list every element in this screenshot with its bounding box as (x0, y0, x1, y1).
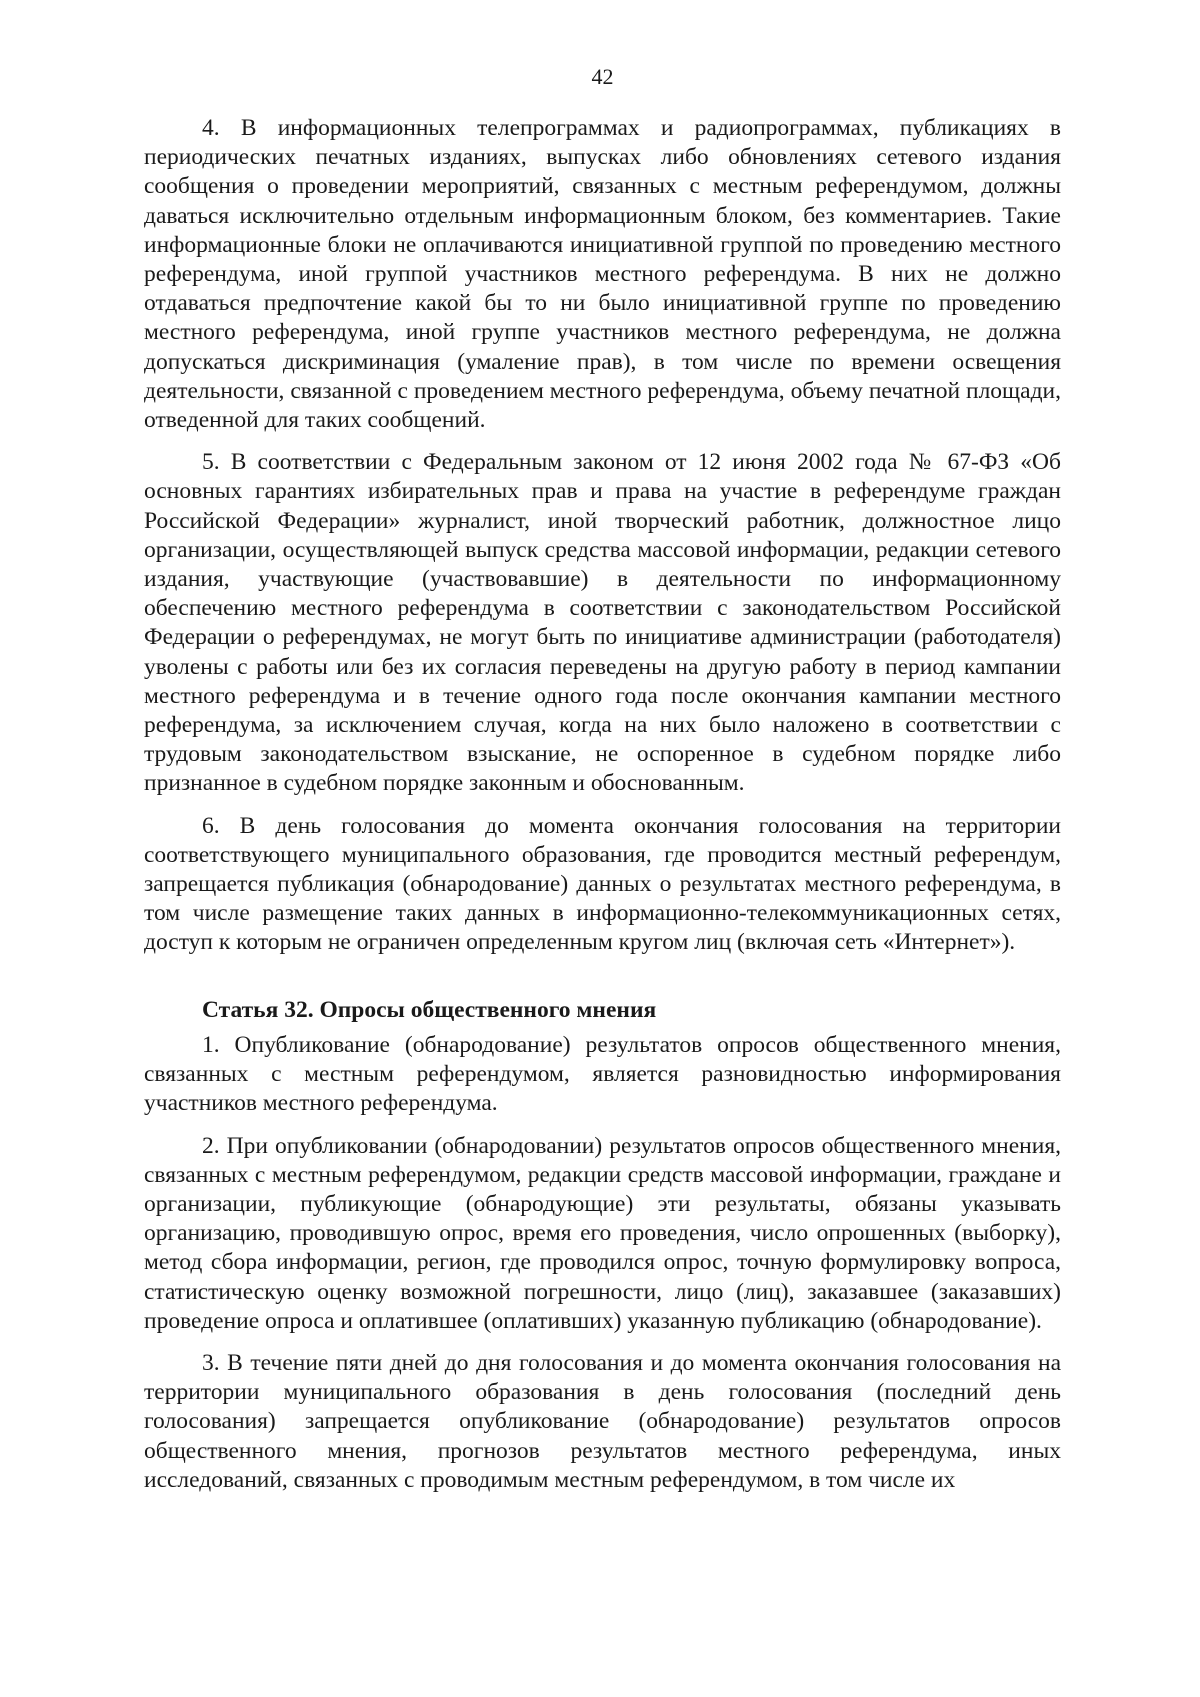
article-32-paragraph-3: 3. В течение пяти дней до дня голосования и до момента окончания голосования на территории муниципального образования в день голосования (последний день голосования) запрещается опубликование (обнародование) результатов опросов общественного мнения, прогнозов результатов местного референдума, иных исследований, связанных с проводимым местным референдумом, в том числе их (144, 1349, 1061, 1493)
paragraph-4: 4. В информационных телепрограммах и радиопрограммах, публикациях в периодических печатных изданиях, выпусках либо обновлениях сетевого издания сообщения о проведении мероприятий, связанных с местным референдумом, должны даваться исключительно отдельным информационным блоком, без комментариев. Такие информационные блоки не оплачиваются инициативной группой по проведению местного референдума, иной группой участников местного референдума. В них не должно отдаваться предпочтение какой бы то ни было инициативной группе по проведению местного референдума, иной группе участников местного референдума, не должна допускаться дискриминация (умаление прав), в том числе по времени освещения деятельности, связанной с проведением местного референдума, объему печатной площади, отведенной для таких сообщений. (144, 115, 1061, 434)
page-number: 42 (591, 64, 614, 89)
article-32-title: Статья 32. Опросы общественного мнения (202, 996, 657, 1023)
article-32-paragraph-1: 1. Опубликование (обнародование) результатов опросов общественного мнения, связанных с местным референдумом, является разновидностью информирования участников местного референдума. (144, 1031, 1061, 1117)
paragraph-6: 6. В день голосования до момента окончания голосования на территории соответствующего муниципального образования, где проводится местный референдум, запрещается публикация (обнародование) данных о результатах местного референдума, в том числе размещение таких данных в информационно-телекоммуникационных сетях, доступ к которым не ограничен определенным кругом лиц (включая сеть «Интернет»). (144, 812, 1061, 956)
document-page (144, 62, 1061, 1495)
article-32-paragraph-2: 2. При опубликовании (обнародовании) результатов опросов общественного мнения, связанных с местным референдумом, редакции средств массовой информации, граждане и организации, публикующие (обнародующие) эти результаты, обязаны указывать организацию, проводившую опрос, время его проведения, число опрошенных (выборку), метод сбора информации, регион, где проводился опрос, точную формулировку вопроса, статистическую оценку возможной погрешности, лицо (лиц), заказавшее (заказавших) проведение опроса и оплатившее (оплативших) указанную публикацию (обнародование). (144, 1132, 1061, 1334)
paragraph-5: 5. В соответствии с Федеральным законом от 12 июня 2002 года № 67-ФЗ «Об основных гарантиях избирательных прав и права на участие в референдуме граждан Российской Федерации» журналист, иной творческий работник, должностное лицо организации, осуществляющей выпуск средства массовой информации, редакции сетевого издания, участвующие (участвовавшие) в деятельности по информационному обеспечению местного референдума в соответствии с законодательством Российской Федерации о референдумах, не могут быть по инициативе администрации (работодателя) уволены с работы или без их согласия переведены на другую работу в период кампании местного референдума и в течение одного года после окончания кампании местного референдума, за исключением случая, когда на них было наложено в соответствии с трудовым законодательством взыскание, не оспоренное в судебном порядке либо признанное в судебном порядке законным и обоснованным. (144, 449, 1061, 797)
